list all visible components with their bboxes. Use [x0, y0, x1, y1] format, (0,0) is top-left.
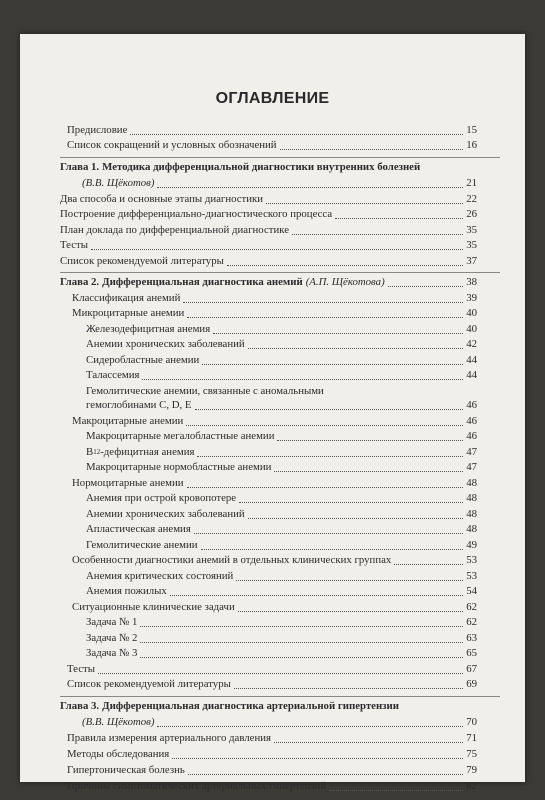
entry-label: Анемия критических состояний	[86, 570, 234, 582]
toc-entry[interactable]	[86, 490, 477, 505]
page-number: 48	[466, 492, 477, 504]
toc-entry[interactable]	[86, 645, 477, 660]
page-number: 47	[466, 446, 477, 458]
dot-leader	[140, 657, 463, 658]
toc-entry[interactable]	[60, 237, 477, 252]
entry-label: (В.В. Щёкотов)	[82, 716, 155, 728]
page-number: 49	[466, 539, 477, 551]
toc-entry[interactable]	[72, 413, 477, 428]
entry-label: Методы обследования	[67, 748, 170, 760]
entry-label: Классификация анемий	[72, 292, 181, 304]
page-number: 44	[466, 369, 477, 381]
dot-leader	[172, 758, 463, 759]
dot-leader	[91, 249, 463, 250]
page-number: 35	[466, 224, 477, 236]
page-number: 63	[466, 632, 477, 644]
page-title: ОГЛАВЛЕНИЕ	[215, 90, 330, 107]
toc-entry[interactable]	[60, 191, 477, 206]
dot-leader	[274, 471, 463, 472]
entry-label: Сидеробластные анемии	[86, 354, 200, 366]
page-number: 75	[466, 748, 477, 760]
toc-entry[interactable]	[72, 305, 477, 320]
entry-label: Гемолитические анемии, связанные с аномальными	[86, 385, 324, 397]
toc-entry[interactable]	[86, 583, 477, 598]
page-number: 15	[466, 124, 477, 136]
entry-label: Макроцитарные анемии	[72, 415, 184, 427]
dot-leader	[227, 265, 463, 266]
page-number: 53	[466, 554, 477, 566]
entry-label: Глава 3.	[60, 700, 100, 712]
page-number: 16	[466, 139, 477, 151]
dot-leader	[157, 726, 463, 727]
dot-leader	[194, 533, 463, 534]
dot-leader	[130, 134, 463, 135]
entry-label: гемоглобинами C, D, E	[86, 399, 192, 411]
toc-entry[interactable]	[67, 661, 477, 676]
toc-entry[interactable]	[72, 290, 477, 305]
entry-label: Особенности диагностики анемий в отдельных клинических группах	[72, 554, 392, 566]
page-number: 40	[466, 307, 477, 319]
toc-entry[interactable]	[86, 321, 477, 336]
entry-label: 12	[93, 448, 101, 456]
dot-leader	[274, 742, 463, 743]
dot-leader	[236, 580, 463, 581]
dot-leader	[277, 440, 463, 441]
entry-label: Причины симптоматических артериальных гипертензий	[67, 780, 327, 792]
toc-entry-preface[interactable]	[67, 122, 477, 137]
dot-leader	[142, 379, 463, 380]
toc-entry[interactable]	[86, 630, 477, 645]
toc-entry[interactable]	[72, 475, 477, 490]
toc-entry[interactable]	[86, 383, 477, 398]
entry-label: Предисловие	[67, 124, 128, 136]
page-number: 53	[466, 570, 477, 582]
divider	[60, 157, 500, 158]
dot-leader	[388, 286, 463, 287]
dot-leader	[248, 518, 463, 519]
entry-label: Тесты	[67, 663, 96, 675]
toc-entry[interactable]	[86, 537, 477, 552]
page-number: 82	[466, 780, 477, 792]
entry-label: Глава 1.	[60, 161, 100, 173]
page-number: 35	[466, 239, 477, 251]
dot-leader	[239, 502, 463, 503]
toc-entry[interactable]	[86, 367, 477, 382]
dot-leader	[98, 673, 463, 674]
dot-leader	[238, 611, 463, 612]
entry-label: (А.П. Щёкотова)	[305, 276, 385, 288]
chapter-1-heading[interactable]	[60, 159, 477, 174]
dot-leader	[187, 487, 463, 488]
book-page	[20, 34, 525, 792]
page-number: 40	[466, 323, 477, 335]
dot-leader	[195, 409, 463, 410]
page-number: 48	[466, 508, 477, 520]
page-number: 46	[466, 399, 477, 411]
page-number: 26	[466, 208, 477, 220]
page-number: 39	[466, 292, 477, 304]
toc-entry[interactable]	[60, 253, 477, 268]
page-number: 79	[466, 764, 477, 776]
chapter-1-author	[82, 175, 477, 190]
toc-entry[interactable]	[86, 397, 477, 412]
page-number: 71	[466, 732, 477, 744]
toc-entry[interactable]	[67, 746, 477, 761]
entry-label: Построение дифференциально-диагностического процесса	[60, 208, 333, 220]
toc-entry[interactable]	[86, 459, 477, 474]
entry-label: Апластическая анемия	[86, 523, 191, 535]
page-number: 62	[466, 601, 477, 613]
dot-leader	[213, 333, 463, 334]
dot-leader	[186, 425, 463, 426]
dot-leader	[183, 302, 463, 303]
dot-leader	[140, 626, 463, 627]
dot-leader	[335, 218, 463, 219]
toc-entry[interactable]	[86, 428, 477, 443]
entry-label: Нормоцитарные анемии	[72, 477, 184, 489]
entry-label: Ситуационные клинические задачи	[72, 601, 235, 613]
dot-leader	[394, 564, 463, 565]
toc-entry-abbreviations[interactable]	[67, 137, 477, 152]
page-number: 46	[466, 430, 477, 442]
toc-entry[interactable]	[86, 352, 477, 367]
chapter-3-author	[82, 714, 477, 729]
dot-leader	[280, 149, 463, 150]
toc-entry[interactable]	[86, 336, 477, 351]
entry-label: Анемии хронических заболеваний	[86, 338, 245, 350]
entry-label: Микроцитарные анемии	[72, 307, 185, 319]
dot-leader	[201, 549, 463, 550]
entry-label: Список сокращений и условных обозначений	[67, 139, 277, 151]
entry-label: Макроцитарные нормобластные анемии	[86, 461, 272, 473]
entry-label: Талассемия	[86, 369, 140, 381]
entry-label: B	[86, 446, 94, 458]
page-number: 48	[466, 477, 477, 489]
page-number: 21	[466, 177, 477, 189]
entry-label: Методика дифференциальной диагностики внутренних болезней	[102, 161, 421, 173]
toc-entry[interactable]	[67, 676, 477, 691]
page-number: 62	[466, 616, 477, 628]
toc-entry[interactable]	[86, 521, 477, 536]
toc-entry[interactable]	[67, 778, 477, 793]
page-number: 42	[466, 338, 477, 350]
entry-label: Анемия при острой кровопотере	[86, 492, 237, 504]
dot-leader	[234, 688, 463, 689]
dot-leader	[188, 774, 463, 775]
toc-entry[interactable]	[86, 614, 477, 629]
entry-label: Макроцитарные мегалобластные анемии	[86, 430, 275, 442]
chapter-3-heading[interactable]	[60, 698, 477, 713]
page-number: 37	[466, 255, 477, 267]
toc-entry[interactable]	[86, 568, 477, 583]
page-number: 69	[466, 678, 477, 690]
entry-label: Анемии хронических заболеваний	[86, 508, 245, 520]
page-number: 38	[466, 276, 477, 288]
dot-leader	[187, 317, 463, 318]
entry-label: Анемия пожилых	[86, 585, 167, 597]
divider	[60, 272, 500, 273]
dot-leader	[197, 456, 463, 457]
entry-label: Список рекомендуемой литературы	[60, 255, 224, 267]
page-number: 22	[466, 193, 477, 205]
page-number: 70	[466, 716, 477, 728]
entry-label: Задача № 2	[86, 632, 138, 644]
toc-entry[interactable]	[60, 206, 477, 221]
page-number: 54	[466, 585, 477, 597]
dot-leader	[292, 234, 463, 235]
page-number: 67	[466, 663, 477, 675]
toc-entry[interactable]	[60, 222, 477, 237]
entry-label: Задача № 1	[86, 616, 138, 628]
toc-entry[interactable]	[67, 762, 477, 777]
page-number: 44	[466, 354, 477, 366]
dot-leader	[170, 595, 463, 596]
entry-label: Правила измерения артериального давления	[67, 732, 271, 744]
entry-label: Задача № 3	[86, 647, 138, 659]
entry-label: Гемолитические анемии	[86, 539, 198, 551]
divider	[60, 696, 500, 697]
entry-label: План доклада по дифференциальной диагностике	[60, 224, 289, 236]
entry-label: Тесты	[60, 239, 89, 251]
page-number: 47	[466, 461, 477, 473]
entry-label: (В.В. Щёкотов)	[82, 177, 155, 189]
page-number: 48	[466, 523, 477, 535]
dot-leader	[248, 348, 463, 349]
entry-label: -дефицитная анемия	[100, 446, 195, 458]
entry-label: Гипертоническая болезнь	[67, 764, 185, 776]
dot-leader	[140, 642, 463, 643]
toc-entry[interactable]	[72, 599, 477, 614]
entry-label: Глава 2.	[60, 276, 100, 288]
entry-label: Железодефицитная анемия	[86, 323, 211, 335]
toc-entry[interactable]	[86, 444, 477, 459]
toc-entry[interactable]	[72, 552, 477, 567]
entry-label: Список рекомендуемой литературы	[67, 678, 231, 690]
toc-entry[interactable]	[86, 506, 477, 521]
toc-entry[interactable]	[67, 730, 477, 745]
dot-leader	[266, 203, 463, 204]
entry-label: Дифференциальная диагностика артериальной гипертензии	[102, 700, 399, 712]
page-number: 46	[466, 415, 477, 427]
dot-leader	[157, 187, 463, 188]
chapter-2-heading[interactable]	[60, 274, 477, 289]
entry-label: Дифференциальная диагностика анемий	[102, 276, 303, 288]
entry-label: Два способа и основные этапы диагностики	[60, 193, 264, 205]
dot-leader	[202, 364, 463, 365]
dot-leader	[329, 790, 463, 791]
page-number: 65	[466, 647, 477, 659]
